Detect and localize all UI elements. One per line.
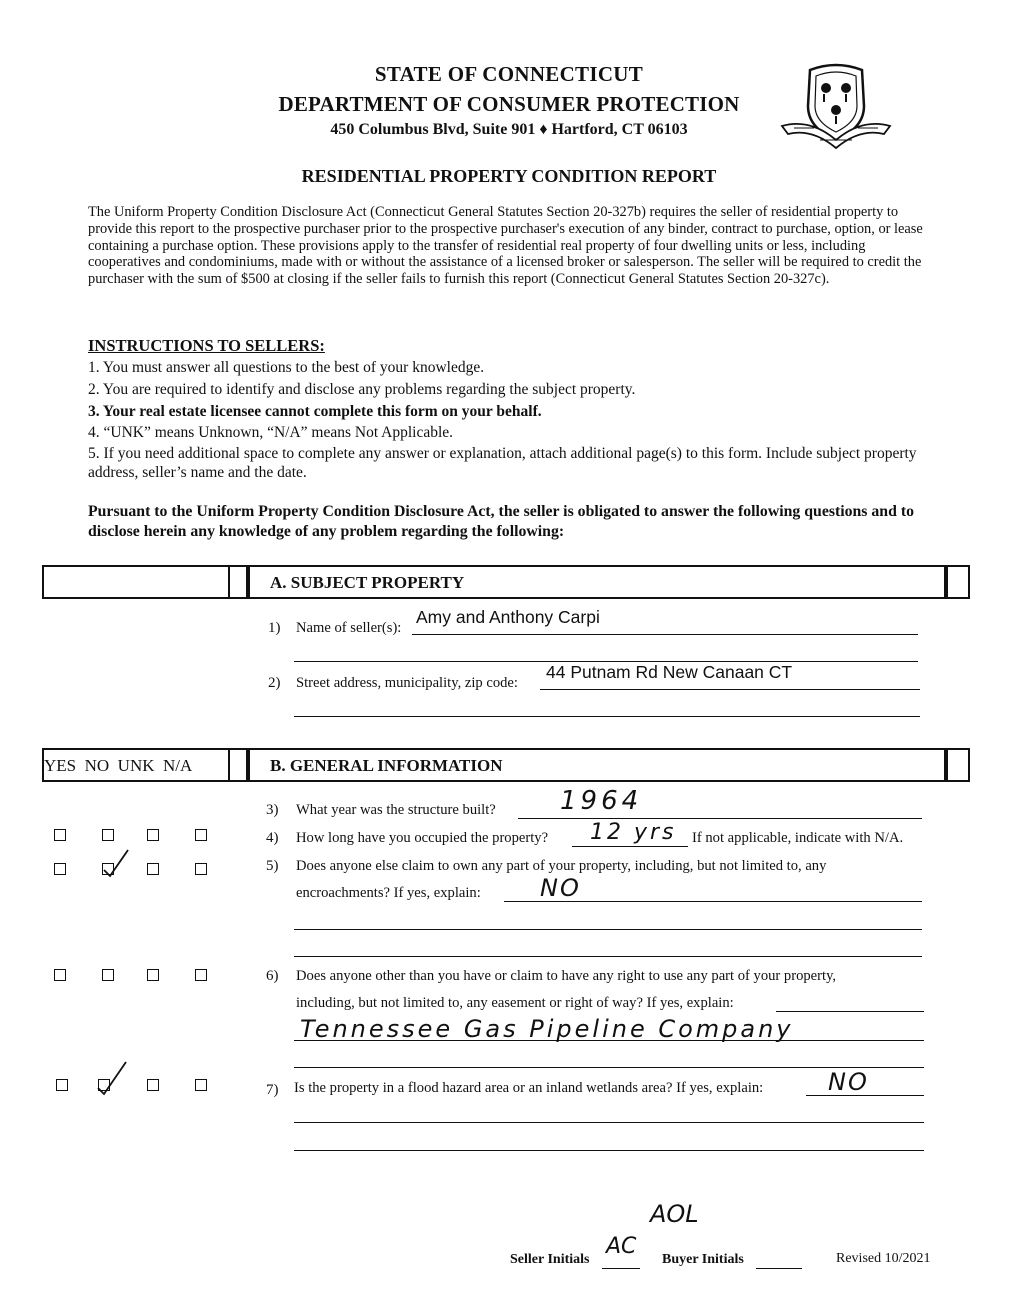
- q4-yes-checkbox[interactable]: [54, 829, 66, 841]
- q4-no-checkbox[interactable]: [102, 829, 114, 841]
- q1-number: 1): [268, 620, 281, 636]
- q5-number: 5): [266, 858, 279, 874]
- q5-yes-checkbox[interactable]: [54, 863, 66, 875]
- state-seal-icon: [780, 58, 892, 154]
- answer-column-labels: YES NO UNK N/A: [44, 756, 193, 775]
- seller-name-value[interactable]: Amy and Anthony Carpi: [416, 607, 600, 627]
- q6-text: Does anyone other than you have or claim to have any right to use any part of your property,: [296, 968, 837, 984]
- encroachment-answer[interactable]: NO: [540, 874, 581, 902]
- street-address-line: [540, 689, 920, 690]
- q4-text: How long have you occupied the property?: [296, 830, 549, 846]
- flood-hazard-answer[interactable]: NO: [828, 1068, 869, 1096]
- q1-label: Name of seller(s):: [296, 620, 402, 636]
- instruction-5: 5. If you need additional space to complete any answer or explanation, attach additional page(s) to this form. Include subject property address, seller’s name and the date.: [88, 445, 917, 481]
- department-heading: DEPARTMENT OF CONSUMER PROTECTION: [278, 92, 740, 116]
- q5-text: Does anyone else claim to own any part of your property, including, but not limited to, any: [296, 858, 827, 874]
- q5-na-checkbox[interactable]: [195, 863, 207, 875]
- instruction-1: 1. You must answer all questions to the best of your knowledge.: [88, 359, 485, 376]
- q7-text: Is the property in a flood hazard area or an inland wetlands area? If yes, explain:: [294, 1080, 764, 1096]
- instructions-heading: INSTRUCTIONS TO SELLERS:: [88, 336, 325, 355]
- department-address: 450 Columbus Blvd, Suite 901 ♦ Hartford, CT 06103: [330, 121, 688, 138]
- q2-number: 2): [268, 675, 281, 691]
- q6-yes-checkbox[interactable]: [54, 969, 66, 981]
- state-heading: STATE OF CONNECTICUT: [374, 62, 644, 86]
- q6-no-checkbox[interactable]: [102, 969, 114, 981]
- band-divider: [228, 748, 250, 782]
- q4-number: 4): [266, 830, 279, 846]
- section-b-title: B. GENERAL INFORMATION: [270, 756, 503, 775]
- instruction-4: 4. “UNK” means Unknown, “N/A” means Not Applicable.: [88, 424, 454, 441]
- seller-initials-label: Seller Initials: [510, 1252, 590, 1267]
- seller-initials-value[interactable]: AC: [606, 1234, 637, 1259]
- q5-unk-checkbox[interactable]: [147, 863, 159, 875]
- q5-line-3: [294, 956, 922, 957]
- seller-name-line: [412, 634, 918, 635]
- band-end: [944, 748, 968, 782]
- q6-text-2: including, but not limited to, any easement or right of way? If yes, explain:: [296, 995, 734, 1011]
- q5-text-2: encroachments? If yes, explain:: [296, 885, 481, 901]
- year-built-value[interactable]: 1964: [560, 786, 643, 816]
- q7-line-2: [294, 1122, 924, 1123]
- buyer-initials-label: Buyer Initials: [662, 1252, 744, 1267]
- pursuant-statement: Pursuant to the Uniform Property Condition Disclosure Act, the seller is obligated to answer the following questions and to disclose herein any knowledge of any problem regarding the following:: [88, 503, 914, 540]
- q7-number: 7): [266, 1082, 279, 1098]
- q4-na-instruction: If not applicable, indicate with N/A.: [692, 830, 904, 846]
- q5-line: [504, 901, 922, 902]
- q7-line-3: [294, 1150, 924, 1151]
- checkmark-icon: [94, 1058, 130, 1098]
- easement-answer[interactable]: Tennessee Gas Pipeline Company: [300, 1015, 794, 1043]
- q6-na-checkbox[interactable]: [195, 969, 207, 981]
- instruction-3: 3. Your real estate licensee cannot complete this form on your behalf.: [88, 403, 542, 420]
- q3-number: 3): [266, 802, 279, 818]
- extra-initials: AOL: [650, 1200, 699, 1228]
- q6-unk-checkbox[interactable]: [147, 969, 159, 981]
- q7-yes-checkbox[interactable]: [56, 1079, 68, 1091]
- q3-text: What year was the structure built?: [296, 802, 496, 818]
- checkmark-icon: [98, 846, 132, 880]
- section-a-header: [42, 565, 970, 599]
- section-a-title: A. SUBJECT PROPERTY: [270, 573, 465, 592]
- street-address-value[interactable]: 44 Putnam Rd New Canaan CT: [546, 662, 793, 682]
- intro-paragraph: The Uniform Property Condition Disclosure Act (Connecticut General Statutes Section 20-327b) requires the seller of residential property to provide this report to the prospective purchaser prior to the prospective purchaser's execution of any binder, contract to purchase, option, or lease containing a purchase option. These provisions apply to the transfer of residential real property of four dwelling units or less, including cooperatives and condominiums, made with or without the assistance of a licensed broker or salesperson. The seller will be required to credit the purchaser with the sum of $500 at closing if the seller fails to furnish this report (Connecticut General Statutes Section 20-327c).: [88, 204, 923, 288]
- q6-line: [776, 1011, 924, 1012]
- year-built-line: [518, 818, 922, 819]
- section-b-header: [42, 748, 970, 782]
- occupancy-duration-value[interactable]: 12 yrs: [590, 820, 677, 845]
- q6-number: 6): [266, 968, 279, 984]
- buyer-initials-line: [756, 1268, 802, 1269]
- q7-na-checkbox[interactable]: [195, 1079, 207, 1091]
- band-divider: [228, 565, 250, 599]
- q7-line: [806, 1095, 924, 1096]
- q4-na-checkbox[interactable]: [195, 829, 207, 841]
- q2-label: Street address, municipality, zip code:: [296, 675, 518, 691]
- q4-unk-checkbox[interactable]: [147, 829, 159, 841]
- section-a-blank-column: [44, 567, 230, 597]
- revision-date: Revised 10/2021: [836, 1251, 931, 1266]
- answer-columns: [44, 750, 230, 780]
- occupancy-line: [572, 846, 688, 847]
- instruction-2: 2. You are required to identify and disclose any problems regarding the subject property.: [88, 381, 636, 398]
- band-end: [944, 565, 968, 599]
- street-address-line-2: [294, 716, 920, 717]
- q7-unk-checkbox[interactable]: [147, 1079, 159, 1091]
- seller-initials-line: [602, 1268, 640, 1269]
- report-title: RESIDENTIAL PROPERTY CONDITION REPORT: [301, 166, 717, 186]
- q5-line-2: [294, 929, 922, 930]
- q6-line-2: [294, 1040, 924, 1041]
